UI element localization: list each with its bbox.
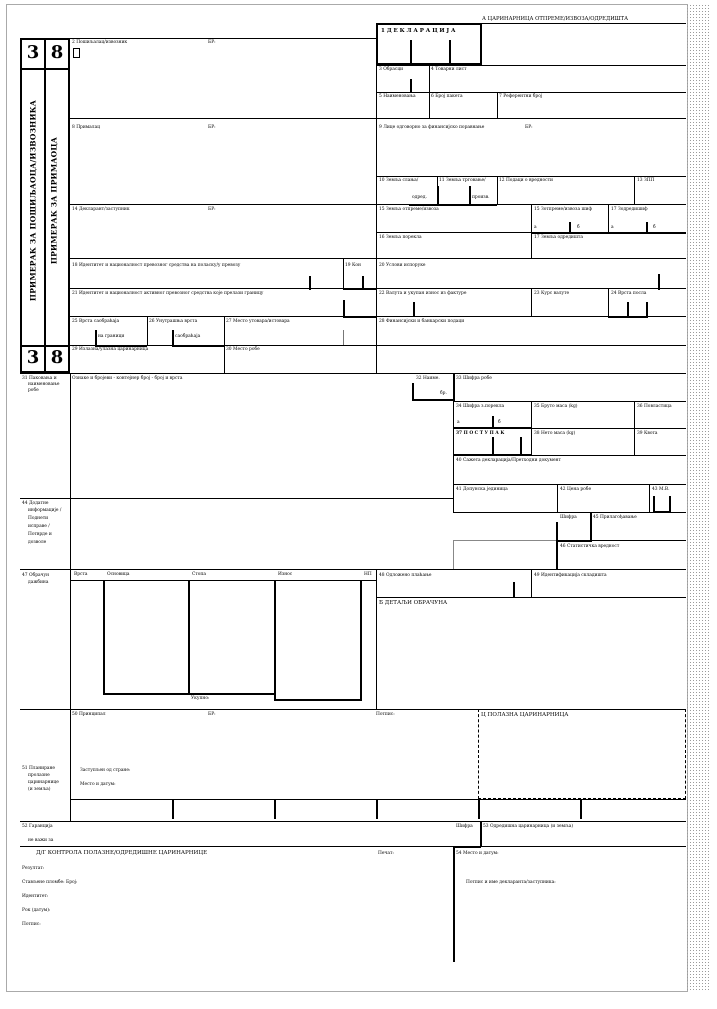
field-17a-a: a bbox=[611, 225, 614, 230]
field-2-br: БР: bbox=[208, 40, 216, 45]
section-c-box bbox=[478, 709, 686, 799]
field-18-label: 18 Идентитет и националност превозног средства на поласку/у превозу bbox=[72, 263, 241, 268]
section-d-stamp: Печат: bbox=[378, 851, 394, 856]
field-47-sub: дажбина bbox=[28, 580, 49, 585]
side-label-sender: ПРИМЕРАК ЗА ПОШИЉАОЦА/ИЗВОЗНИКА bbox=[28, 99, 38, 302]
field-43-label: 43 М.В. bbox=[652, 487, 670, 492]
field-25-label: 25 Врста саобраћаја bbox=[72, 319, 120, 324]
field-27-label: 27 Место утовара/истовара bbox=[226, 319, 290, 324]
copy-label: А ЦАРИНАРНИЦА ОТПРЕМЕ/ИЗВОЗА/ОДРЕДИШТА bbox=[482, 16, 629, 22]
field-41-label: 41 Допунска јединица bbox=[456, 487, 508, 492]
field-44-sub3: исправе / bbox=[28, 524, 50, 529]
field-44-sub5: дозволе bbox=[28, 540, 47, 545]
field-54-label: 54 Место и датум: bbox=[456, 851, 499, 856]
field-19-label: 19 Кон bbox=[345, 263, 361, 268]
field-47-label: 47 Обрачун bbox=[22, 573, 50, 578]
field-29-label: 29 Излазна/улазна царинарница bbox=[72, 347, 149, 352]
section-d-date: Рок (датум): bbox=[22, 908, 51, 913]
section-d-signature: Потпис: bbox=[22, 922, 41, 927]
field-50-sig: Потпис: bbox=[376, 712, 395, 717]
field-54-sub: Потпис и име декларанта/заступника: bbox=[466, 880, 556, 885]
field-34-label: 34 Шифра з.порекла bbox=[456, 404, 505, 409]
field-24-label: 24 Врста посла bbox=[611, 291, 647, 296]
perforation-margin bbox=[686, 4, 710, 990]
field-17a-label: 17 Зодредишиф bbox=[611, 207, 648, 212]
tax-col-base: Основица bbox=[107, 572, 130, 577]
field-52-sub: не важи за bbox=[28, 838, 54, 843]
field-44-sub1: информације / bbox=[28, 508, 62, 513]
field-16-label: 16 Земља порекла bbox=[379, 235, 422, 240]
field-14-label: 14 Декларант/заступник bbox=[72, 207, 130, 212]
field-32-sub: бр. bbox=[440, 391, 447, 396]
field-50-place: Место и датум: bbox=[80, 782, 116, 787]
field-44-code: Шифра bbox=[560, 515, 577, 520]
copy-number: 8 bbox=[50, 42, 64, 63]
field-25-sub: на граници bbox=[98, 334, 125, 339]
field-2-label: 2 Пошиљалац/извозник bbox=[72, 40, 128, 45]
field-44-sub4: Потврде и bbox=[28, 532, 52, 537]
field-51-label: 51 Планиране bbox=[22, 766, 56, 771]
side-label-recipient: ПРИМЕРАК ЗА ПРИМАОЦА bbox=[49, 136, 59, 265]
field-4-label: 4 Товарни лист bbox=[431, 67, 467, 72]
field-44-label: 44 Додатне bbox=[22, 501, 49, 506]
field-21-label: 21 Идентитет и националност активног превозног средства које прелази границу bbox=[72, 291, 264, 296]
field-52-code: Шифра bbox=[456, 824, 473, 829]
field-15a-b: б bbox=[577, 225, 580, 230]
field-50-label: 50 Принципал bbox=[72, 712, 106, 717]
field-13-label: 13 ЗПП bbox=[637, 178, 655, 183]
tax-col-type: Врста bbox=[74, 572, 88, 577]
copy-number: 3 bbox=[26, 347, 40, 368]
field-35-label: 35 Бруто маса (kg) bbox=[534, 404, 578, 409]
field-11-sub: произв. bbox=[472, 195, 490, 200]
field-28-label: 28 Финансијски и банкарски подаци bbox=[379, 319, 465, 324]
section-d-seals: Стављене пломбе: Број: bbox=[22, 880, 78, 885]
field-50-rep: Заступљен од стране: bbox=[80, 768, 131, 773]
copy-number: 8 bbox=[50, 347, 64, 368]
field-44-sub2: Поднети bbox=[28, 516, 49, 521]
field-31-text: Ознаке и бројеви - контејнер број - број и врста bbox=[72, 376, 183, 381]
tax-col-amount: Износ bbox=[278, 572, 293, 577]
tax-col-np: НП bbox=[364, 572, 372, 577]
field-22-label: 22 Валута и укупан износ из фактуре bbox=[379, 291, 467, 296]
section-b-title: Б ДЕТАЉИ ОБРАЧУНА bbox=[379, 600, 448, 606]
field-15a-a: a bbox=[534, 225, 537, 230]
field-53-label: 53 Одредишна царинарница (и земља) bbox=[483, 824, 574, 829]
field-49-label: 49 Идентификација складишта bbox=[534, 573, 607, 578]
field-39-label: 39 Квота bbox=[637, 431, 658, 436]
field-10-sub: одред. bbox=[412, 195, 427, 200]
field-3-label: 3 Обрасци bbox=[379, 67, 404, 72]
field-10-label: 10 Земља слања/ bbox=[379, 178, 419, 183]
field-34-a: a bbox=[457, 420, 460, 425]
field-5-label: 5 Наименовања bbox=[379, 94, 416, 99]
field-9-br: БР: bbox=[525, 125, 533, 130]
field-51-sub1: пролазне bbox=[28, 773, 50, 778]
field-30-label: 30 Место робе bbox=[226, 347, 260, 352]
field-7-label: 7 Референтни број bbox=[499, 94, 543, 99]
field-31-sub2: робе bbox=[28, 388, 39, 393]
field-51-sub2: царинарнице bbox=[28, 780, 59, 785]
tax-total-label: Укупно: bbox=[191, 696, 210, 701]
tax-col-rate: Стопа bbox=[192, 572, 206, 577]
field-17-label: 17 Земља одредишта bbox=[534, 235, 583, 240]
field-15-label: 15 Земља отпреме/извоза bbox=[379, 207, 439, 212]
field-34-b: б bbox=[498, 420, 501, 425]
field-6-label: 6 Број пакета bbox=[431, 94, 463, 99]
field-31-sub: наименовање bbox=[28, 382, 60, 387]
field-11-label: 11 Земља трговање/ bbox=[439, 178, 486, 183]
field-46-label: 46 Статистичка вредност bbox=[560, 544, 620, 549]
field-26-sub: саобраћаја bbox=[175, 334, 201, 339]
field-33-label: 33 Шифра робе bbox=[456, 376, 492, 381]
declaration-title: 1 Д Е К Л А Р А Ц И Ј А bbox=[381, 28, 456, 34]
field-31-label: 31 Паковања и bbox=[22, 376, 57, 381]
field-45-label: 45 Прилагођавање bbox=[593, 515, 637, 520]
field-50-br: БР: bbox=[208, 712, 216, 717]
field-40-label: 40 Сажета декларација/Претходни документ bbox=[456, 458, 561, 463]
field-23-label: 23 Курс валуте bbox=[534, 291, 570, 296]
field-15a-label: 15 Зотпреме/извоза шиф bbox=[534, 207, 592, 212]
field-38-label: 38 Нето маса (kg) bbox=[534, 431, 576, 436]
field-48-label: 48 Одложено плаћање bbox=[379, 573, 432, 578]
section-d-title: Д/Г КОНТРОЛА ПОЛАЗНЕ/ОДРЕДИШНЕ ЦАРИНАРНИЦЕ bbox=[36, 850, 208, 856]
copy-number: 3 bbox=[26, 42, 40, 63]
field-12-label: 12 Подаци о вредности bbox=[499, 178, 553, 183]
field-51-sub3: (и земља) bbox=[28, 787, 51, 792]
field-52-label: 52 Гаранција bbox=[22, 824, 53, 829]
field-14-br: БР: bbox=[208, 207, 216, 212]
field-32-label: 32 Наиме. bbox=[416, 376, 440, 381]
field-42-label: 42 Цена робе bbox=[560, 487, 592, 492]
field-36-label: 36 Повластица bbox=[637, 404, 672, 409]
field-37-label: 37 П О С Т У П А К bbox=[456, 431, 505, 436]
field-8-label: 8 Прималац bbox=[72, 125, 101, 130]
field-9-label: 9 Лице одговорно за финансијско поравнање bbox=[379, 125, 485, 130]
field-17a-b: б bbox=[653, 225, 656, 230]
field-20-label: 20 Услови испоруке bbox=[379, 263, 426, 268]
checkbox[interactable] bbox=[73, 48, 80, 58]
field-8-br: БР: bbox=[208, 125, 216, 130]
section-c-title: Ц ПОЛАЗНА ЦАРИНАРНИЦА bbox=[481, 712, 569, 718]
section-d-identity: Идентитет: bbox=[22, 894, 49, 899]
field-26-label: 26 Унутрашња врста bbox=[149, 319, 198, 324]
section-d-result: Резултат: bbox=[22, 866, 45, 871]
